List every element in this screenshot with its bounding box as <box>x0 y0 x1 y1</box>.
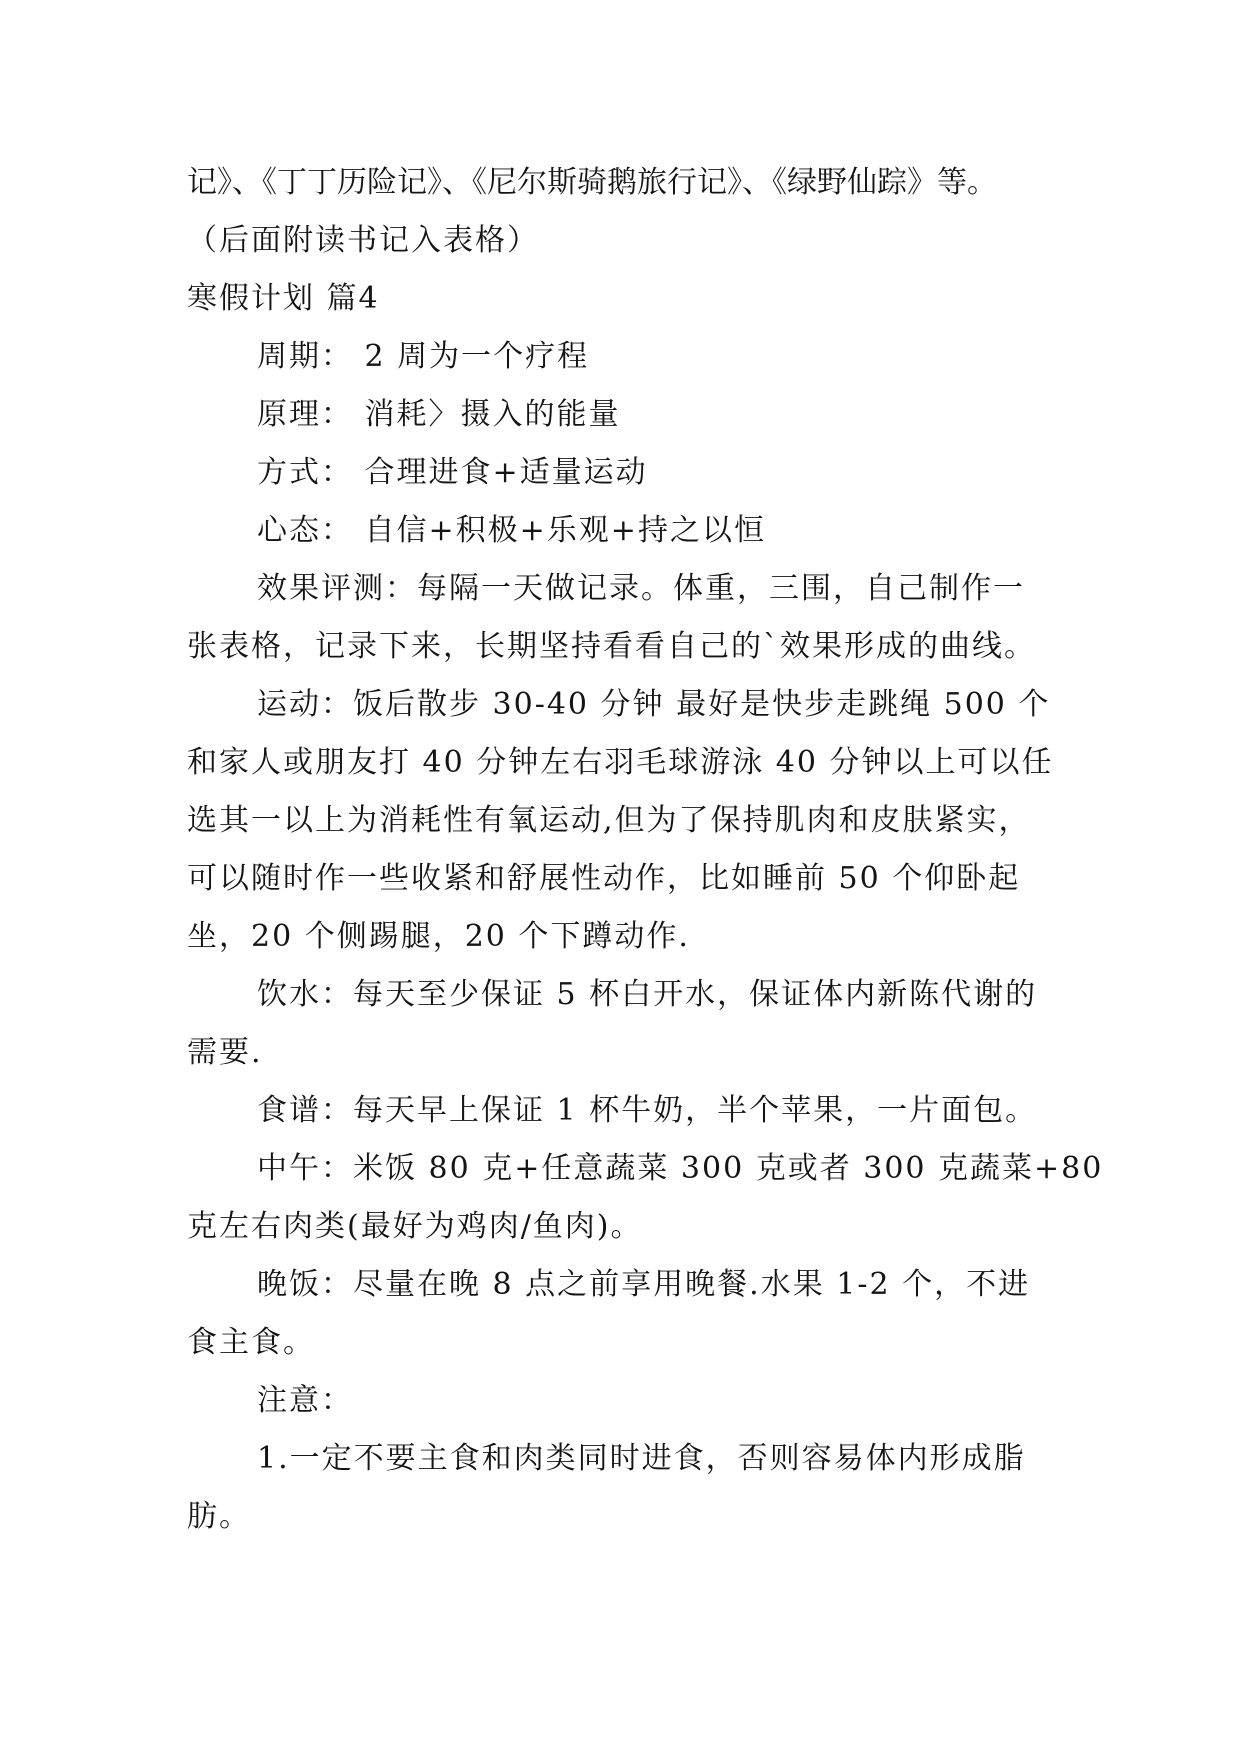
paragraph-lunch <box>187 1140 1104 1256</box>
text-line: 食主食。 <box>187 1325 315 1360</box>
text-line: 注意： <box>257 1383 353 1418</box>
paragraph-principle <box>187 386 1087 444</box>
paragraph-breakfast <box>187 1082 1087 1140</box>
text-line: 中午：米饭 80 克+任意蔬菜 300 克或者 300 克蔬菜+80 <box>257 1151 1104 1186</box>
paragraph-dinner <box>187 1256 1087 1372</box>
text-line: 和家人或朋友打 40 分钟左右羽毛球游泳 40 分钟以上可以任 <box>187 745 1054 780</box>
paragraph-reading-note <box>187 212 1087 270</box>
section-title <box>187 270 1087 328</box>
text-line: 周期： 2 周为一个疗程 <box>257 339 590 374</box>
paragraph-book-list-tail <box>187 154 1087 212</box>
text-line: 克左右肉类(最好为鸡肉/鱼肉)。 <box>187 1209 643 1244</box>
text-line: 1.一定不要主食和肉类同时进食，否则容易体内形成脂 <box>257 1441 1026 1476</box>
document-body <box>187 154 1104 1546</box>
text-line: 张表格，记录下来，长期坚持看看自己的`效果形成的曲线。 <box>187 629 1036 664</box>
paragraph-mindset <box>187 502 1087 560</box>
paragraph-evaluation <box>187 560 1087 676</box>
paragraph-cycle <box>187 328 1087 386</box>
text-line: 需要. <box>187 1035 263 1070</box>
text-line: 可以随时作一些收紧和舒展性动作，比如睡前 50 个仰卧起 <box>187 861 1021 896</box>
paragraph-water <box>187 966 1087 1082</box>
paragraph-method <box>187 444 1087 502</box>
text-line: 坐，20 个侧踢腿，20 个下蹲动作. <box>187 919 690 954</box>
paragraph-note-1 <box>187 1430 1087 1546</box>
text-line: 效果评测：每隔一天做记录。体重，三围，自己制作一 <box>257 571 1025 606</box>
text-line: 方式： 合理进食+适量运动 <box>257 455 648 490</box>
text-line: 食谱：每天早上保证 1 杯牛奶，半个苹果，一片面包。 <box>257 1093 1038 1128</box>
text-line: 肪。 <box>187 1499 251 1534</box>
text-line: 记》、《丁丁历险记》、《尼尔斯骑鹅旅行记》、《绿野仙踪》等。 <box>187 165 997 200</box>
text-line: 选其一以上为消耗性有氧运动,但为了保持肌肉和皮肤紧实， <box>187 803 1031 838</box>
text-line: 饮水：每天至少保证 5 杯白开水，保证体内新陈代谢的 <box>257 977 1038 1012</box>
text-line: （后面附读书记入表格） <box>187 223 539 258</box>
text-line: 运动：饭后散步 30-40 分钟 最好是快步走跳绳 500 个 <box>257 687 1051 722</box>
section-title-text: 寒假计划 篇4 <box>187 281 380 316</box>
text-line: 心态： 自信+积极+乐观+持之以恒 <box>257 513 766 548</box>
paragraph-exercise <box>187 676 1087 966</box>
text-line: 原理： 消耗〉摄入的能量 <box>257 397 621 432</box>
paragraph-notes-heading <box>187 1372 1087 1430</box>
text-line: 晚饭：尽量在晚 8 点之前享用晚餐.水果 1-2 个，不进 <box>257 1267 1031 1302</box>
